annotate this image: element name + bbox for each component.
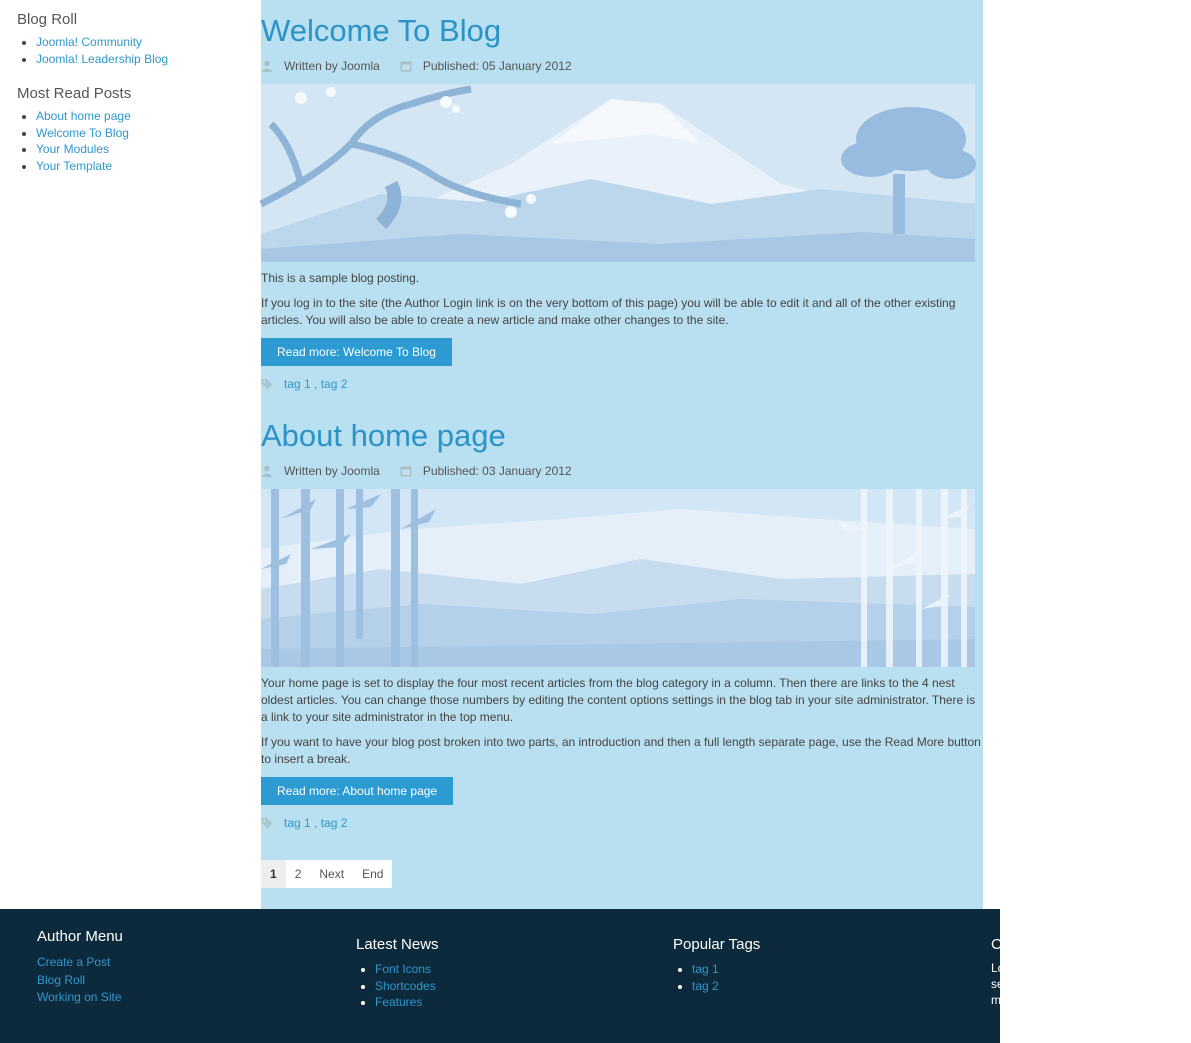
list-item <box>36 108 261 125</box>
main-content <box>261 0 983 909</box>
tags-links[interactable]: tag 1 , tag 2 <box>284 816 348 830</box>
working-on-site-link[interactable]: Working on Site <box>37 990 122 1004</box>
list-item <box>692 978 760 995</box>
bamboo-mountain-image <box>261 489 975 667</box>
create-post-link[interactable]: Create a Post <box>37 955 111 969</box>
fourth-column-line: m <box>991 993 1001 1007</box>
read-more-button[interactable]: Read more: About home page <box>261 777 453 805</box>
footer-fourth-column <box>991 936 1191 1008</box>
list-item <box>692 961 760 978</box>
list-item <box>36 51 261 68</box>
article-published: Published: 05 January 2012 <box>422 59 572 73</box>
user-icon <box>261 465 273 477</box>
article-author: Written by Joomla <box>284 59 380 73</box>
end-page-button[interactable]: End <box>362 867 384 881</box>
article-tags <box>261 376 983 392</box>
article-paragraph: If you log in to the site (the Author Login link is on the very bottom of this page) you will be able to edit it and all of the other existing articles. You will also be able to create a new article and make other changes to the site. <box>261 296 956 327</box>
article-paragraph: Your home page is set to display the four most recent articles from the blog category in a column. Then there are links to the 4 nest oldest articles. You can change those numbers by editing the content options settings in the blog tab in your site administrator. There is a link to your site administrator in the top menu. <box>261 676 976 724</box>
read-more-button[interactable]: Read more: Welcome To Blog <box>261 338 452 366</box>
article-title-link[interactable]: About home page <box>261 418 506 453</box>
article-author: Written by Joomla <box>284 464 380 478</box>
blog-roll-title: Blog Roll <box>17 11 78 28</box>
popular-tags-list <box>673 961 760 994</box>
article-title-link[interactable]: Welcome To Blog <box>261 13 502 48</box>
list-item <box>375 978 439 995</box>
article-title <box>261 418 983 454</box>
fourth-column-line: Lo <box>991 961 1005 975</box>
most-read-link-template[interactable]: Your Template <box>36 158 113 173</box>
page-2-button[interactable]: 2 <box>294 867 302 881</box>
article-published: Published: 03 January 2012 <box>422 464 572 478</box>
article-paragraph: If you want to have your blog post broken into two parts, an introduction and then a full length separate page, use the Read More button to insert a break. <box>261 735 981 766</box>
next-page-button[interactable]: Next <box>319 867 345 881</box>
footer-author-menu <box>37 928 123 1007</box>
popular-tags-title: Popular Tags <box>673 936 761 953</box>
calendar-icon <box>400 465 412 477</box>
most-read-link-welcome[interactable]: Welcome To Blog <box>36 125 129 140</box>
author-menu-title: Author Menu <box>37 928 123 945</box>
calendar-icon <box>400 60 412 72</box>
shortcodes-link[interactable]: Shortcodes <box>375 978 436 993</box>
list-item <box>36 125 261 142</box>
footer-latest-news <box>356 936 439 1011</box>
list-item <box>375 961 439 978</box>
fourth-column-line: se <box>991 977 1004 991</box>
user-icon <box>261 60 273 72</box>
most-read-link-about[interactable]: About home page <box>36 109 131 123</box>
blog-article <box>261 418 983 831</box>
article-meta <box>261 462 983 480</box>
fourth-column-title: C <box>991 936 1002 953</box>
features-link[interactable]: Features <box>375 995 423 1009</box>
most-read-title: Most Read Posts <box>17 85 132 102</box>
sidebar <box>0 0 261 909</box>
latest-news-title: Latest News <box>356 936 439 953</box>
list-item <box>36 158 261 175</box>
footer <box>0 909 1005 1043</box>
latest-news-list <box>356 961 439 1011</box>
most-read-link-modules[interactable]: Your Modules <box>36 142 109 156</box>
tag-2-link[interactable]: tag 2 <box>692 978 719 993</box>
right-gutter <box>983 0 1000 909</box>
blog-roll-link-community[interactable]: Joomla! Community <box>36 35 143 49</box>
page-1-button[interactable]: 1 <box>261 860 286 888</box>
most-read-list <box>17 108 261 174</box>
pagination <box>261 860 392 888</box>
blog-roll-list <box>17 34 261 67</box>
list-item <box>375 994 439 1011</box>
article-meta <box>261 57 983 75</box>
blog-roll-footer-link[interactable]: Blog Roll <box>37 972 86 987</box>
tags-links[interactable]: tag 1 , tag 2 <box>284 377 348 391</box>
blog-article <box>261 13 983 392</box>
blog-roll-link-leadership[interactable]: Joomla! Leadership Blog <box>36 51 169 66</box>
tag-icon <box>261 378 273 390</box>
tag-1-link[interactable]: tag 1 <box>692 962 719 976</box>
article-tags <box>261 815 983 831</box>
list-item <box>36 141 261 158</box>
list-item <box>36 34 261 51</box>
footer-popular-tags <box>673 936 760 994</box>
cherry-blossom-mountain-image <box>261 84 975 262</box>
article-paragraph: This is a sample blog posting. <box>261 271 420 285</box>
font-icons-link[interactable]: Font Icons <box>375 962 432 976</box>
tag-icon <box>261 817 273 829</box>
article-title <box>261 13 983 49</box>
